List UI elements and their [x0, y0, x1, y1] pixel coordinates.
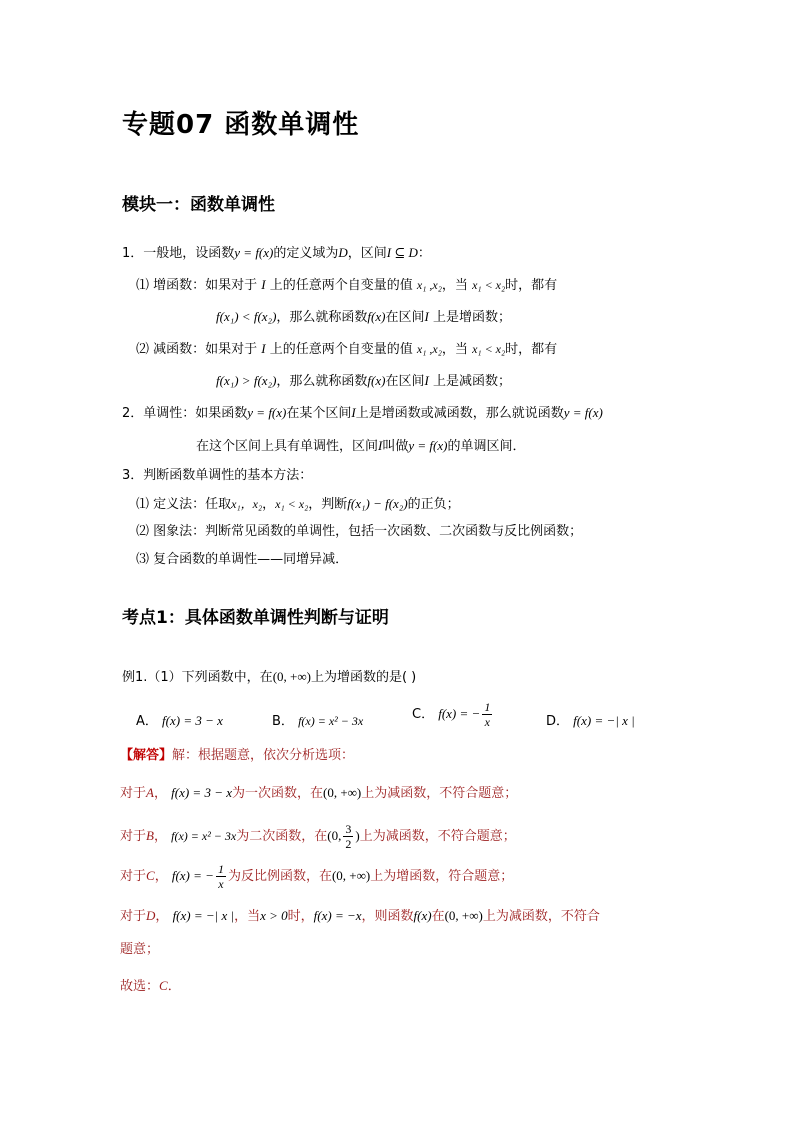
method-definition: ⑴ 定义法：任取x₁，x₂，x₁ < x₂，判断f(x₁) − f(x₂)的正负；: [136, 496, 460, 512]
methods-heading: 3．判断函数单调性的基本方法：: [122, 468, 313, 483]
answer-option-d: 对于D， f(x) = −| x |，当x > 0时，f(x) = −x，则函数f(x)在(0, +∞)上为减函数，不符合: [120, 908, 600, 924]
decreasing-definition-cont: f(x₁) > f(x₂)，那么就称函数f(x)在区间I 上是减函数；: [216, 373, 511, 389]
final-answer: 故选：C．: [120, 978, 181, 994]
answer-b-fraction: $\frac{3}{2}$: [345, 822, 352, 851]
answer-option-c: 对于C， f(x) = − $\frac{1}{x}$ 为反比例函数，在(0, +∞)上为增函数，符合题意；: [120, 862, 514, 891]
option-a: A． f(x) = 3 − x: [136, 713, 223, 729]
option-c: C． f(x) = − $\frac{1}{x}$: [412, 700, 491, 729]
module-heading: 模块一：函数单调性: [122, 195, 275, 215]
increasing-definition: ⑴ 增函数：如果对于 I 上的任意两个自变量的值 x₁ ,x₂，当 x₁ < x₂时，都有: [136, 277, 558, 293]
option-c-fraction: $\frac{1}{x}$: [484, 700, 491, 729]
answer-c-fraction: $\frac{1}{x}$: [217, 862, 224, 891]
increasing-definition-cont: f(x₁) < f(x₂)，那么就称函数f(x)在区间I 上是增函数；: [216, 309, 511, 325]
answer-option-d-cont: 题意；: [120, 942, 160, 957]
option-b: B． f(x) = x² − 3x: [272, 714, 364, 729]
answer-intro: 【解答】解：根据题意，依次分析选项：: [120, 748, 355, 763]
page-title: 专题07 函数单调性: [122, 110, 360, 140]
method-graph: ⑵ 图象法：判断常见函数的单调性，包括一次函数、二次函数与反比例函数；: [136, 524, 583, 539]
monotonicity-definition: 2．单调性：如果函数y = f(x)在某个区间I上是增函数或减函数，那么就说函数y = f(x): [122, 405, 603, 421]
decreasing-definition: ⑵ 减函数：如果对于 I 上的任意两个自变量的值 x₁ ,x₂，当 x₁ < x₂时，都有: [136, 341, 558, 357]
option-d: D． f(x) = −| x |: [546, 713, 635, 729]
monotonicity-definition-cont: 在这个区间上具有单调性，区间I叫做y = f(x)的单调区间．: [196, 438, 526, 454]
topic-heading: 考点1：具体函数单调性判断与证明: [122, 608, 389, 628]
definition-intro: 1．一般地，设函数y = f(x)的定义域为D，区间I ⊆ D：: [122, 245, 431, 261]
answer-option-b: 对于B， f(x) = x² − 3x为二次函数，在(0, $\frac{3}{2}$ )上为减函数，不符合题意；: [120, 822, 516, 851]
answer-option-a: 对于A， f(x) = 3 − x为一次函数，在(0, +∞)上为减函数，不符合题意；: [120, 785, 518, 801]
method-composite: ⑶ 复合函数的单调性——同增异减．: [136, 552, 349, 567]
example-question: 例1.（1）下列函数中，在(0, +∞)上为增函数的是( ): [122, 669, 417, 685]
